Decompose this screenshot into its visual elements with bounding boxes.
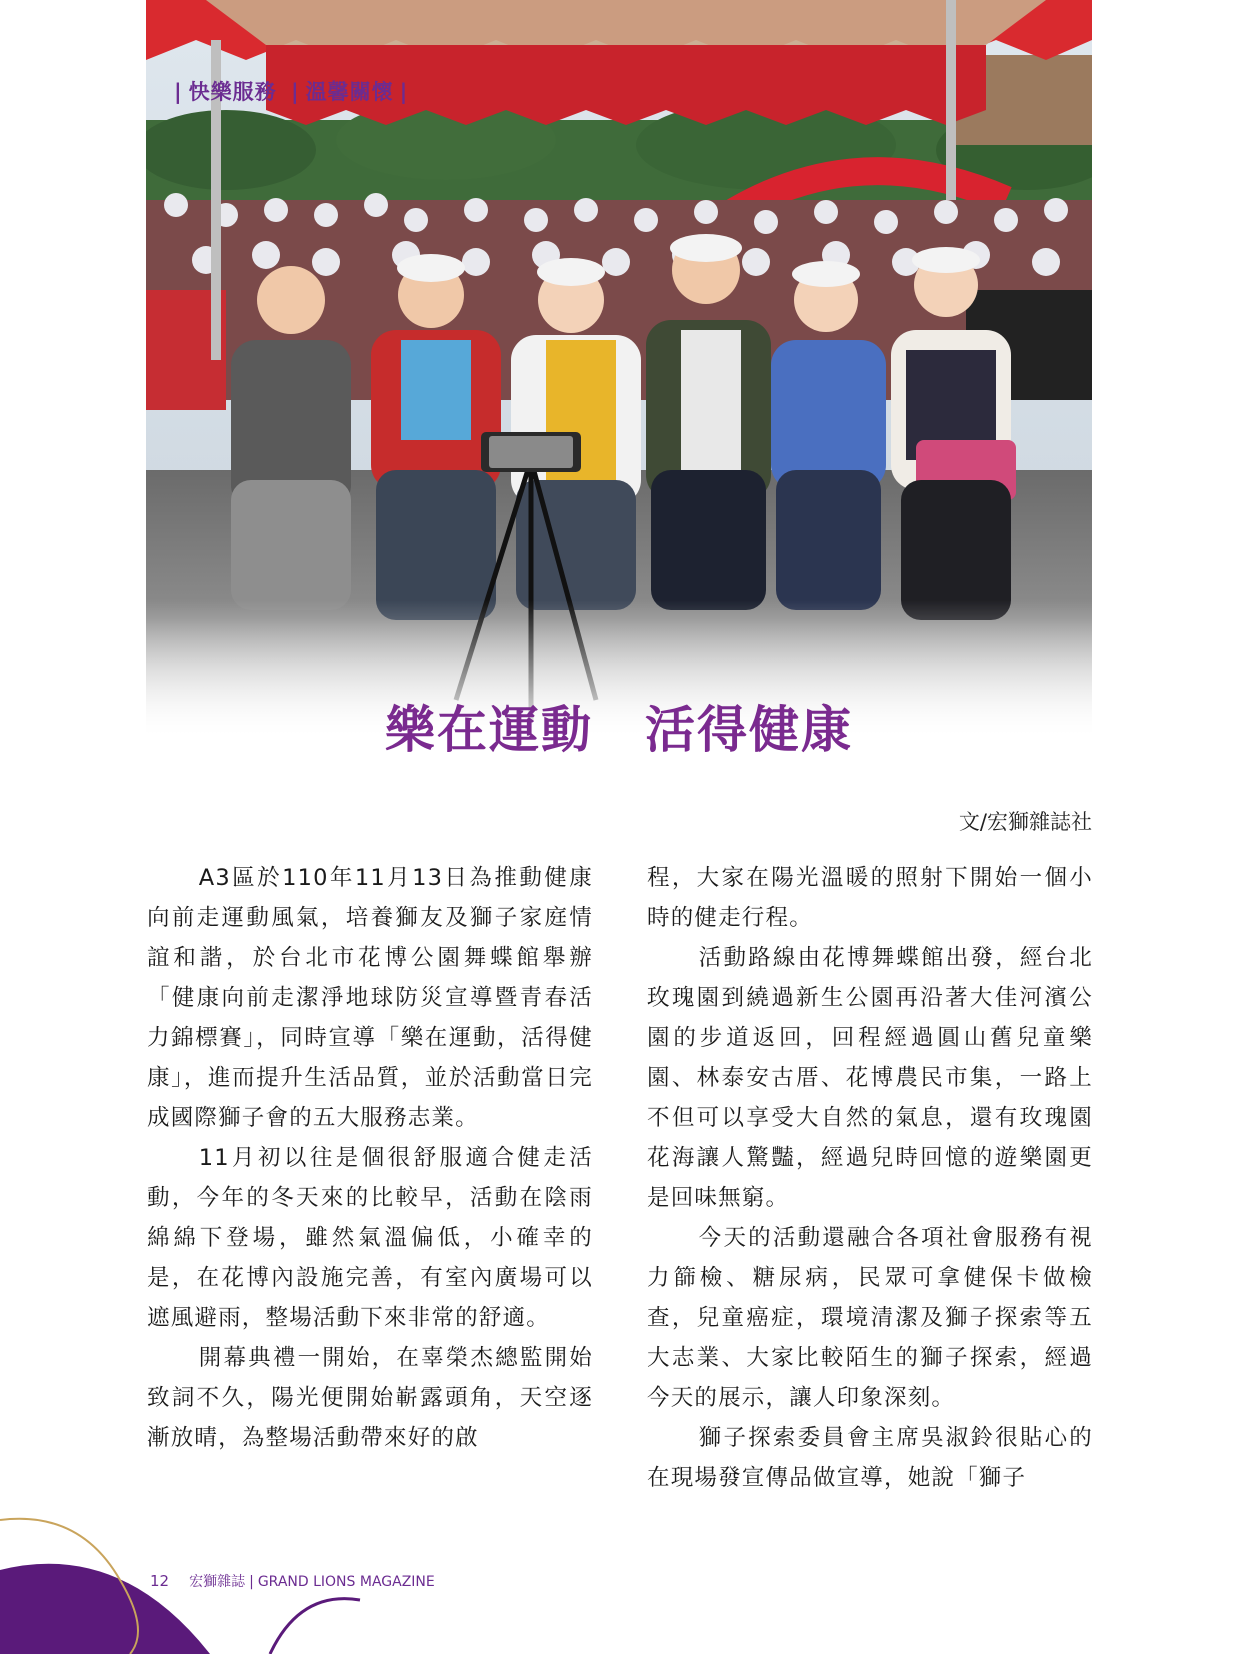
article-column-left <box>147 858 593 1458</box>
paragraph: A3區於110年11月13日為推動健康向前走運動風氣，培養獅友及獅子家庭情誼和諧，於台北市花博公園舞蝶館舉辦「健康向前走潔淨地球防災宣導暨青春活力錦標賽」，同時宣導「樂在運動，活得健康」，進而提升生活品質，並於活動當日完成國際獅子會的五大服務志業。 <box>147 865 593 1131</box>
magazine-name-cn: 宏獅雜誌 <box>189 1574 246 1590</box>
section-tag-left: 快樂服務 <box>188 80 277 104</box>
paragraph: 獅子探索委員會主席吳淑鈴很貼心的在現場發宣傳品做宣導，她說「獅子 <box>647 1425 1093 1491</box>
article-title: 樂在運動 活得健康 <box>385 701 853 759</box>
group-photo-illustration <box>146 0 1092 740</box>
page-footer <box>150 1571 435 1591</box>
tag-divider-mid: | <box>290 80 300 104</box>
group-photo <box>146 0 1092 740</box>
tag-divider-left: | <box>174 80 183 104</box>
article-byline: 文/宏獅雜誌社 <box>958 810 1092 834</box>
paragraph: 今天的活動還融合各項社會服務有視力篩檢、糖尿病，民眾可拿健保卡做檢查，兒童癌症，環境清潔及獅子探索等五大志業、大家比較陌生的獅子探索，經過今天的展示，讓人印象深刻。 <box>647 1225 1093 1411</box>
section-tag-right: 溫馨關懷 <box>305 80 394 104</box>
paragraph: 程，大家在陽光溫暖的照射下開始一個小時的健走行程。 <box>647 865 1093 931</box>
tag-divider-right: | <box>399 80 409 104</box>
section-tag <box>168 76 414 106</box>
magazine-name-en: GRAND LIONS MAGAZINE <box>257 1574 435 1590</box>
paragraph: 11月初以往是個很舒服適合健走活動，今年的冬天來的比較早，活動在陰雨綿綿下登場，雖然氣溫偏低，小確幸的是，在花博內設施完善，有室內廣場可以遮風避雨，整場活動下來非常的舒適。 <box>147 1145 593 1331</box>
paragraph: 活動路線由花博舞蝶館出發，經台北玫瑰園到繞過新生公園再沿著大佳河濱公園的步道返回，回程經過圓山舊兒童樂園、林泰安古厝、花博農民市集，一路上不但可以享受大自然的氣息，還有玫瑰園花海讓人驚豔，經過兒時回憶的遊樂園更是回味無窮。 <box>647 945 1093 1211</box>
article-column-right <box>647 858 1093 1498</box>
paragraph: 開幕典禮一開始，在辜榮杰總監開始致詞不久，陽光便開始嶄露頭角，天空逐漸放晴，為整場活動帶來好的啟 <box>147 1345 593 1451</box>
page-number: 12 <box>150 1572 170 1590</box>
footer-divider: | <box>249 1574 254 1590</box>
